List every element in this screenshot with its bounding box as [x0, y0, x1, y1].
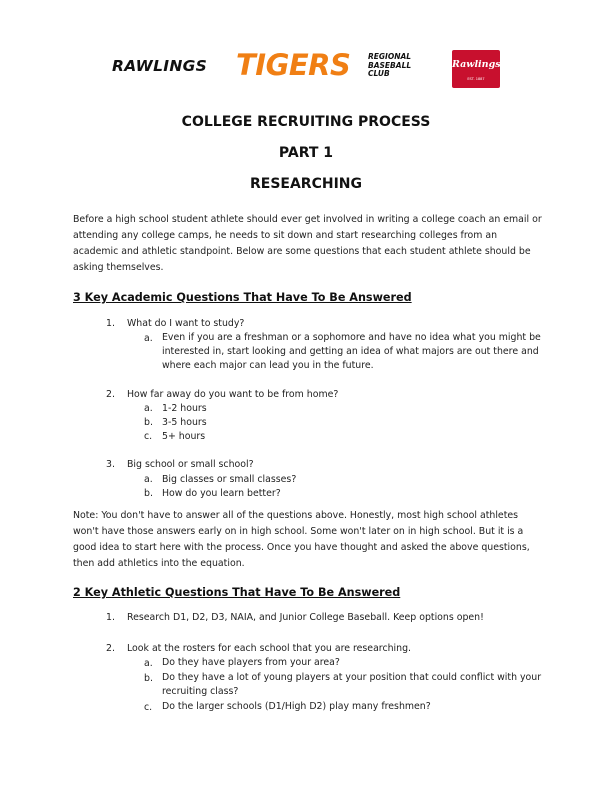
logo-tigers-text: TIGERS	[236, 48, 351, 82]
athletic-q2c-letter: c.	[144, 702, 153, 713]
academic-q2c-letter: c.	[144, 431, 153, 442]
academic-heading: 3 Key Academic Questions That Have To Be Answered	[73, 291, 412, 304]
academic-q3a-letter: a.	[144, 474, 153, 485]
logo-regional-line3: CLUB	[368, 69, 390, 78]
athletic-q1-number: 1.	[106, 612, 115, 623]
note-paragraph: Note: You don't have to answer all of the questions above. Honestly, most high school athletes won't have those answers early on in high school. Some won't later on in high school. But it is a good idea to start here with the process. Once you have thought and asked the above questions, then add athletics into the equation.	[73, 510, 530, 569]
academic-q2c-text: 5+ hours	[162, 431, 206, 442]
page-title: COLLEGE RECRUITING PROCESS	[181, 114, 431, 130]
badge-est-text: EST. 1887	[467, 77, 485, 81]
athletic-q2b-letter: b.	[144, 673, 153, 684]
academic-q3-number: 3.	[106, 459, 115, 470]
academic-q1-number: 1.	[106, 318, 115, 329]
page-subtitle-section: RESEARCHING	[249, 176, 362, 192]
badge-script-text: Rawlings	[452, 59, 501, 70]
logo-regional-line1: REGIONAL	[368, 52, 412, 61]
academic-q2a-text: 1-2 hours	[162, 403, 207, 414]
academic-q1a-text: Even if you are a freshman or a sophomore and have no idea what you might be interested in, start looking and getting an idea of what majors are out there and where each major can lead you in the future.	[162, 332, 541, 371]
athletic-heading: 2 Key Athletic Questions That Have To Be Answered	[73, 586, 401, 599]
athletic-q1-text: Research D1, D2, D3, NAIA, and Junior College Baseball. Keep options open!	[127, 612, 484, 623]
academic-q2a-letter: a.	[144, 403, 153, 414]
club-logo	[112, 48, 432, 84]
logo-regional-line2: BASEBALL	[368, 60, 412, 70]
academic-q2b-letter: b.	[144, 417, 153, 428]
academic-q2b-text: 3-5 hours	[162, 417, 207, 428]
rawlings-badge-logo	[452, 50, 500, 88]
athletic-q2-text: Look at the rosters for each school that you are researching.	[127, 643, 412, 654]
athletic-q2c-text: Do the larger schools (D1/High D2) play many freshmen?	[162, 701, 431, 712]
athletic-q2a-text: Do they have players from your area?	[162, 657, 340, 668]
academic-q2-number: 2.	[106, 389, 115, 400]
academic-q3a-text: Big classes or small classes?	[162, 474, 297, 485]
athletic-q2-number: 2.	[106, 643, 115, 654]
logo-regional-text	[368, 53, 411, 79]
academic-q1-text: What do I want to study?	[127, 318, 245, 329]
logo-rawlings-text: RAWLINGS	[112, 57, 208, 75]
athletic-q2b-text: Do they have a lot of young players at your position that could conflict with your recruiting class?	[162, 672, 542, 697]
academic-q3b-text: How do you learn better?	[162, 488, 281, 499]
intro-paragraph: Before a high school student athlete should ever get involved in writing a college coach an email or attending any college camps, he needs to sit down and start researching colleges from an academic and athletic standpoint. Below are some questions that each student athlete should be asking themselves.	[73, 214, 542, 273]
academic-q3-text: Big school or small school?	[127, 459, 254, 470]
academic-q3b-letter: b.	[144, 488, 153, 499]
page-subtitle-part: PART 1	[278, 145, 334, 161]
athletic-q2a-letter: a.	[144, 658, 153, 669]
academic-q2-text: How far away do you want to be from home?	[127, 389, 339, 400]
academic-q1a-letter: a.	[144, 333, 153, 344]
